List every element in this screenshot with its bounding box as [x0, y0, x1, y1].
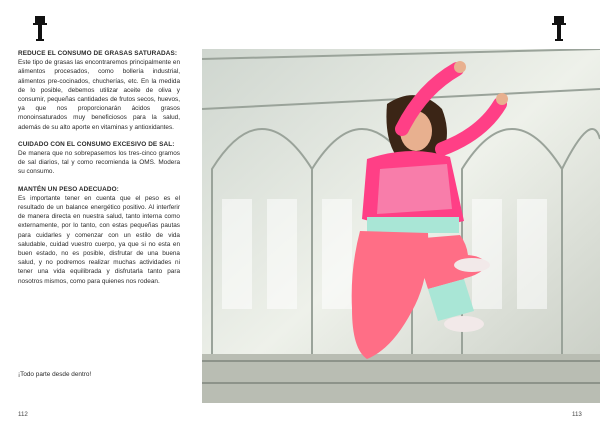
closing-line: ¡Todo parte desde dentro! [18, 371, 92, 378]
article-text [18, 49, 180, 294]
section-body: Este tipo de grasas las encontraremos principalmente en alimentos procesados, como bollería industrial, alimentos pre-cocinados, chucherías, etc. En la medida de lo posible, debemos utilizar aceite de oliva y consumir, pequeñas cantidades de frutos secos, huevos, ya que nos proporcionarán ácidos grasos monoinsaturados muy beneficiosos para la salud, además de su alto aporte en vitaminas y antioxidantes. [18, 59, 180, 131]
photo-illustration [202, 49, 600, 403]
section-heading: REDUCE EL CONSUMO DE GRASAS SATURADAS: [18, 50, 178, 57]
top-hat-figure-logo [33, 16, 47, 42]
section-heading: MANTÉN UN PESO ADECUADO: [18, 185, 119, 193]
section-body: De manera que no sobrepasemos los tres-cinco gramos de sal diarios, tal y como recomienda la OMS. Modera su consumo. [18, 150, 180, 176]
photo-jumping-woman [202, 49, 600, 403]
section-heading: CUIDADO CON EL CONSUMO EXCESIVO DE SAL: [18, 140, 175, 148]
page-number: 112 [18, 411, 28, 418]
top-hat-figure-logo [552, 16, 566, 42]
section-body: Es importante tener en cuenta que el peso es el resultado de un balance energético positivo. Al interferir de manera directa en nuestra salud, tanto interna como externamente, por lo tanto, con estas pequeñas pautas para cuidarles y comenzar con un estilo de vida saludable, cuidad vuestro cuerpo, ya que si no esta en buen estado, no es posible, disfrutar de una buena salud, y no podremos realizar muchas actividades ni tener una vida equilibrada y disfrutarla tanto para nosotros mismos, como para quienes nos rodean. [18, 194, 180, 285]
page-number: 113 [572, 411, 582, 418]
